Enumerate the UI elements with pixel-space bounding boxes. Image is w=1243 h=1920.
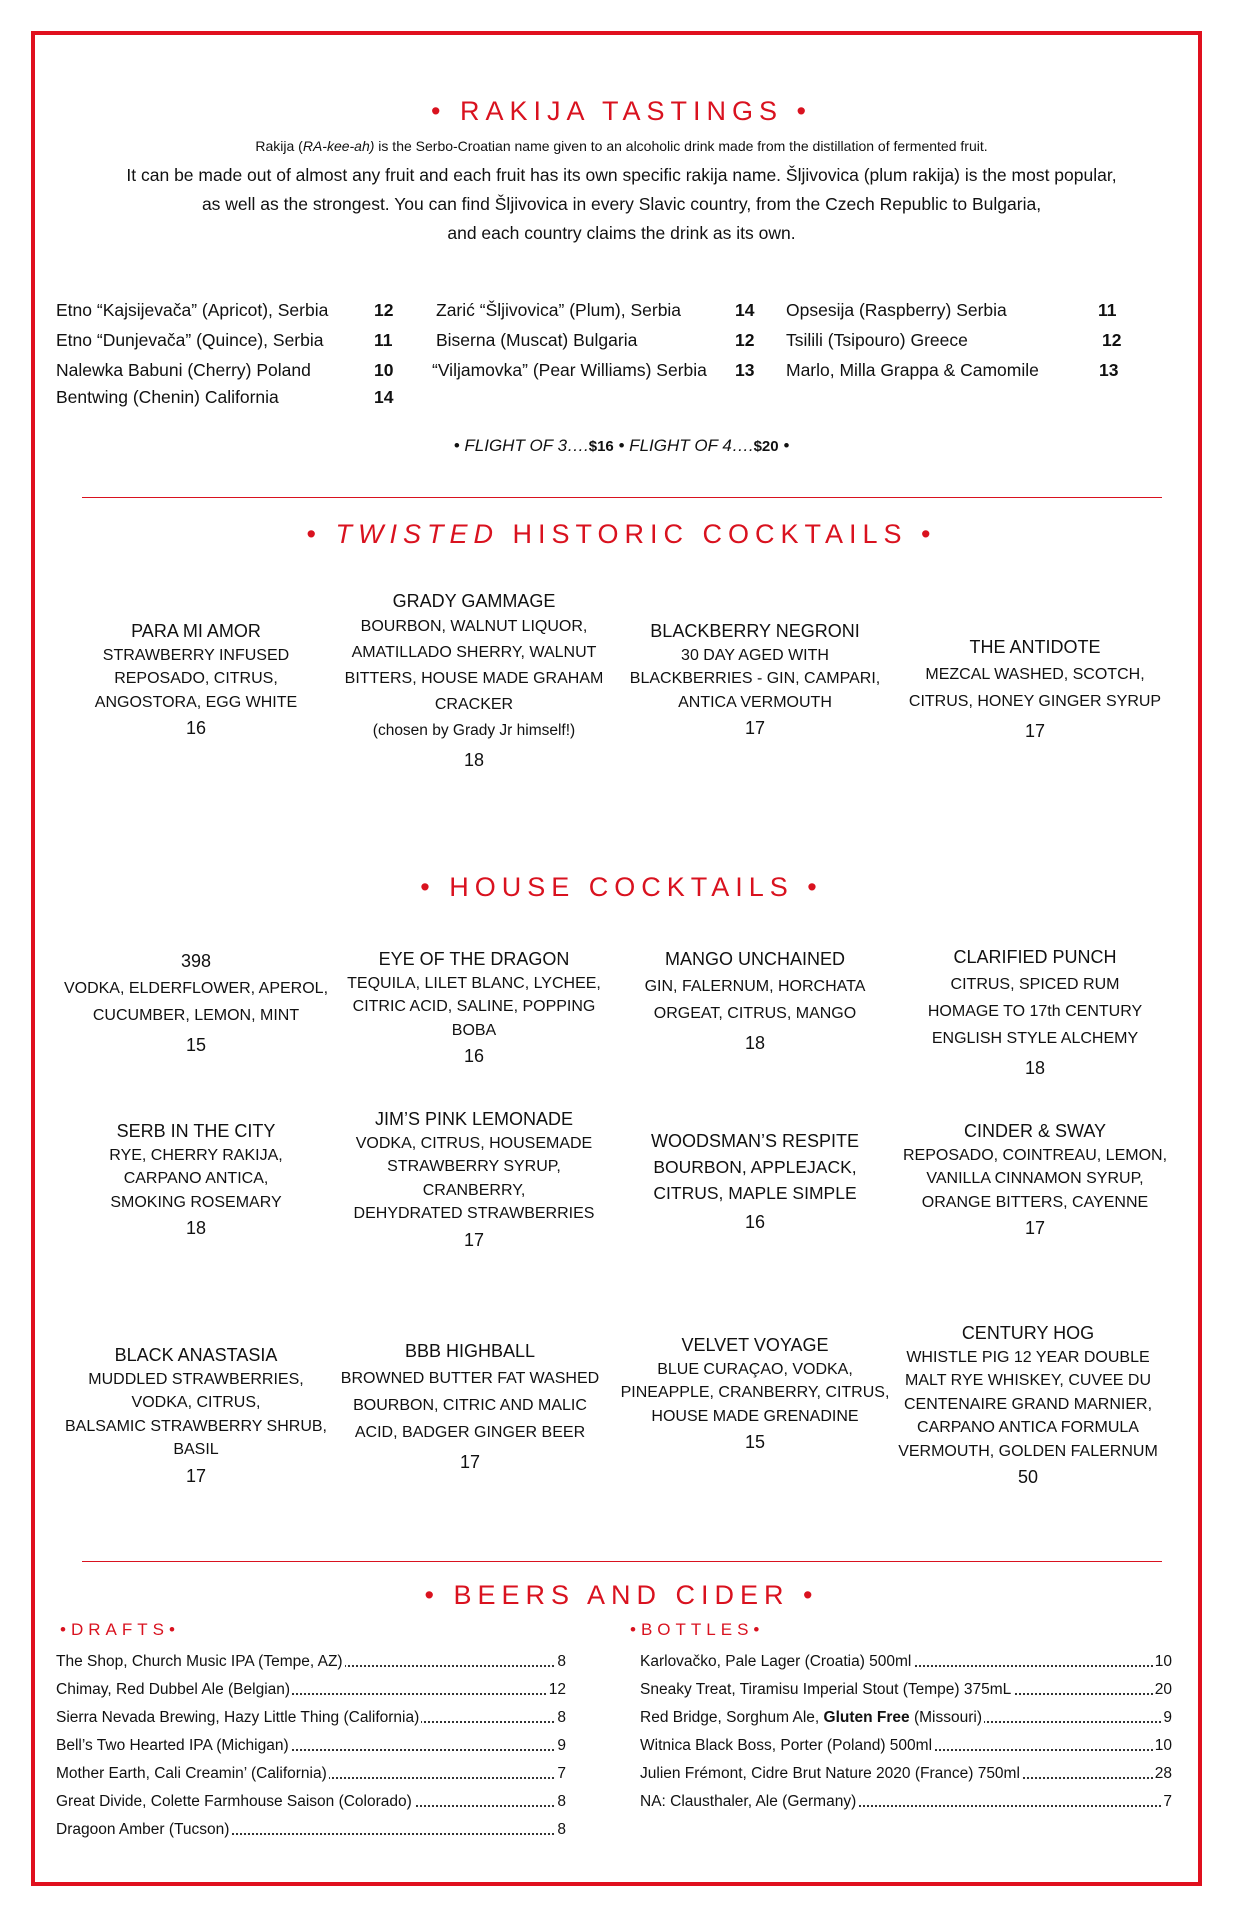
beer-list-item: Dragoon Amber (Tucson) 8 [56, 1821, 566, 1838]
house-title: • HOUSE COCKTAILS • [420, 872, 823, 902]
cocktail-eye-of-the-dragon: EYE OF THE DRAGON TEQUILA, LILET BLANC, LYCHEE, CITRIC ACID, SALINE, POPPING BOBA 16 [347, 949, 601, 1066]
beer-list-item: Chimay, Red Dubbel Ale (Belgian) 12 [56, 1681, 566, 1698]
cocktail-black-anastasia: BLACK ANASTASIA MUDDLED STRAWBERRIES, VODKA, CITRUS, BALSAMIC STRAWBERRY SHRUB, BASIL 17 [65, 1345, 327, 1486]
beer-list-item: Witnica Black Boss, Porter (Poland) 500ml 10 [640, 1737, 1172, 1754]
beers-title: • BEERS AND CIDER • [424, 1580, 819, 1610]
beer-list-item: Sneaky Treat, Tiramisu Imperial Stout (Tempe) 375mL 20 [640, 1681, 1172, 1698]
rakija-item: Biserna (Muscat) Bulgaria 12 [436, 330, 755, 350]
cocktail-century-hog: CENTURY HOG WHISTLE PIG 12 YEAR DOUBLE MALT RYE WHISKEY, CUVEE DU CENTENAIRE GRAND MARNIER, CARPANO ANTICA FORMULA VERMOUTH, GOLDEN FALERNUM 50 [898, 1323, 1158, 1487]
beer-list-item: Mother Earth, Cali Creamin’ (California) 7 [56, 1765, 566, 1782]
rakija-item: Bentwing (Chenin) California 14 [56, 387, 394, 407]
historic-title: • TWISTED HISTORIC COCKTAILS • [306, 519, 937, 549]
rakija-title: • RAKIJA TASTINGS • [431, 96, 812, 126]
cocktail-the-antidote: THE ANTIDOTE MEZCAL WASHED, SCOTCH, CITRUS, HONEY GINGER SYRUP 17 [908, 637, 1162, 741]
beer-list-item: Red Bridge, Sorghum Ale, Gluten Free (Missouri) 9 [640, 1709, 1172, 1726]
cocktail-jims-pink-lemonade: JIM’S PINK LEMONADE VODKA, CITRUS, HOUSEMADE STRAWBERRY SYRUP, CRANBERRY, DEHYDRATED STRAWBERRIES 17 [353, 1109, 595, 1250]
cocktail-mango-unchained: MANGO UNCHAINED GIN, FALERNUM, HORCHATA ORGEAT, CITRUS, MANGO 18 [644, 949, 866, 1053]
cocktail-398: 398 VODKA, ELDERFLOWER, APEROL, CUCUMBER, LEMON, MINT 15 [63, 951, 329, 1055]
beer-list-item: Karlovačko, Pale Lager (Croatia) 500ml 10 [640, 1653, 1172, 1670]
cocktail-grady-gammage: GRADY GAMMAGE BOURBON, WALNUT LIQUOR, AMATILLADO SHERRY, WALNUT BITTERS, HOUSE MADE GRAHAM CRACKER (chosen by Grady Jr himself!) 18 [344, 591, 604, 770]
beer-list-item: The Shop, Church Music IPA (Tempe, AZ) 8 [56, 1653, 566, 1670]
beer-list-item: Sierra Nevada Brewing, Hazy Little Thing (California) 8 [56, 1709, 566, 1726]
rakija-description: It can be made out of almost any fruit and each fruit has its own specific rakija name. Šljivovica (plum rakija) is the most popular, as well as the strongest. You can find Šljivovica in every Slavic country, from the Czech Republic to Bulgaria, and each country claims the drink as its own. [126, 165, 1117, 243]
beer-list-item: Bell’s Two Hearted IPA (Michigan) 9 [56, 1737, 566, 1754]
cocktail-bbb-highball: BBB HIGHBALL BROWNED BUTTER FAT WASHED BOURBON, CITRIC AND MALIC ACID, BADGER GINGER BEER 17 [340, 1341, 600, 1472]
rakija-item: Opsesija (Raspberry) Serbia 11 [786, 300, 1117, 320]
flight-pricing: • FLIGHT OF 3….$16 • FLIGHT OF 4….$20 • [453, 436, 790, 455]
beer-list-item: Great Divide, Colette Farmhouse Saison (Colorado) 8 [56, 1793, 566, 1810]
beer-list-item: Julien Frémont, Cidre Brut Nature 2020 (France) 750ml 28 [640, 1765, 1172, 1782]
rakija-item: Zarić “Šljivovica” (Plum), Serbia 14 [436, 300, 755, 320]
cocktail-clarified-punch: CLARIFIED PUNCH CITRUS, SPICED RUM HOMAGE TO 17th CENTURY ENGLISH STYLE ALCHEMY 18 [927, 947, 1143, 1078]
rakija-item: Etno “Kajsijevača” (Apricot), Serbia 12 [56, 300, 394, 320]
rakija-item: “Viljamovka” (Pear Williams) Serbia 13 [432, 360, 755, 380]
cocktail-cinder-and-sway: CINDER & SWAY REPOSADO, COINTREAU, LEMON, VANILLA CINNAMON SYRUP, ORANGE BITTERS, CAYENNE 17 [902, 1121, 1168, 1238]
rakija-item: Nalewka Babuni (Cherry) Poland 10 [56, 360, 394, 380]
rakija-item: Marlo, Milla Grappa & Camomile 13 [786, 360, 1119, 380]
beer-list-item: NA: Clausthaler, Ale (Germany) 7 [640, 1793, 1172, 1810]
rakija-item: Etno “Dunjevača” (Quince), Serbia 11 [56, 330, 393, 350]
section-divider [82, 1561, 1162, 1562]
rakija-item: Tsilili (Tsipouro) Greece 12 [786, 330, 1122, 350]
cocktail-velvet-voyage: VELVET VOYAGE BLUE CURAÇAO, VODKA, PINEAPPLE, CRANBERRY, CITRUS, HOUSE MADE GRENADINE 15 [620, 1335, 890, 1452]
cocktail-woodsmans-respite: WOODSMAN’S RESPITE BOURBON, APPLEJACK, CITRUS, MAPLE SIMPLE 16 [650, 1131, 860, 1232]
drafts-heading: •DRAFTS• [60, 1620, 180, 1639]
cocktail-blackberry-negroni: BLACKBERRY NEGRONI 30 DAY AGED WITH BLACKBERRIES - GIN, CAMPARI, ANTICA VERMOUTH 17 [629, 621, 881, 738]
cocktail-serb-in-the-city: SERB IN THE CITY RYE, CHERRY RAKIJA, CARPANO ANTICA, SMOKING ROSEMARY 18 [109, 1121, 283, 1238]
bottles-heading: •BOTTLES• [630, 1620, 765, 1639]
cocktail-para-mi-amor: PARA MI AMOR STRAWBERRY INFUSED REPOSADO, CITRUS, ANGOSTORA, EGG WHITE 16 [94, 621, 298, 738]
rakija-definition: Rakija (RA-kee-ah) is the Serbo-Croatian name given to an alcoholic drink made from the distillation of fermented fruit. [255, 138, 988, 154]
section-divider [82, 497, 1162, 498]
